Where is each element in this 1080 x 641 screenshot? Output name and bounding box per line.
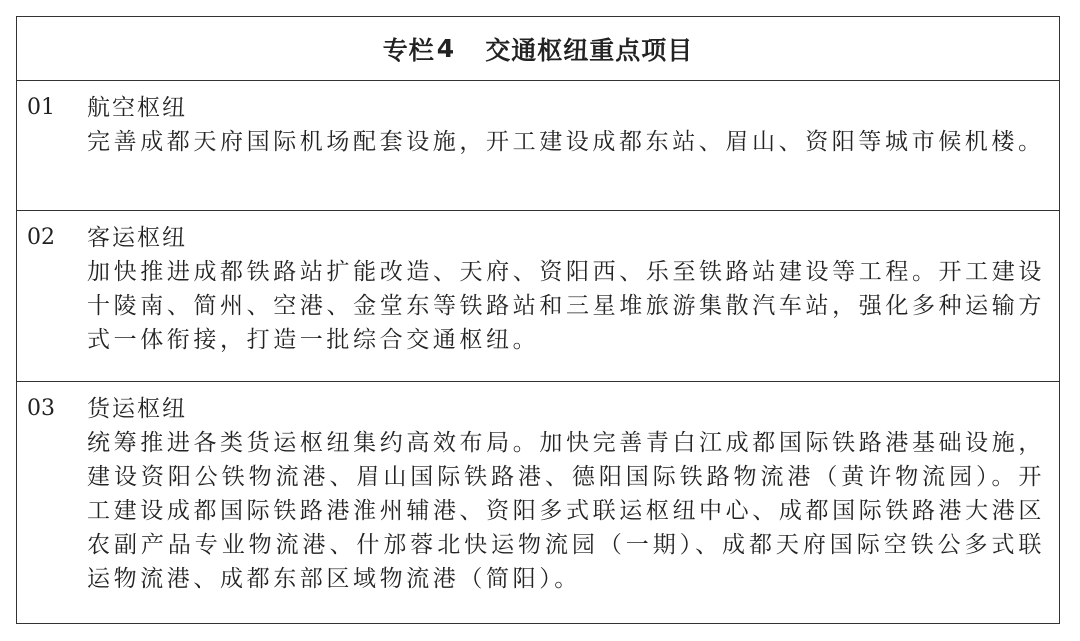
section-title: 货运枢纽 bbox=[87, 396, 187, 422]
section-number: 02 bbox=[27, 225, 55, 250]
section-body: 加快推进成都铁路站扩能改造、天府、资阳西、乐至铁路站建设等工程。开工建设十陵南、简州、空港、金堂东等铁路站和三星堆旅游集散汽车站，强化多种运输方式一体衔接，打造一批综合交通枢纽。 bbox=[87, 259, 1045, 353]
section-title: 客运枢纽 bbox=[87, 225, 187, 251]
column-title: 交通枢纽重点项目 bbox=[485, 35, 694, 65]
section-aviation-hub bbox=[17, 81, 1059, 211]
section-body: 统筹推进各类货运枢纽集约高效布局。加快完善青白江成都国际铁路港基础设施，建设资阳公铁物流港、眉山国际铁路港、德阳国际铁路物流港（黄许物流园）。开工建设成都国际铁路港淮州辅港、资阳多式联运枢纽中心、成都国际铁路港大港区农副产品专业物流港、什邡蓉北快运物流园（一期）、成都天府国际空铁公多式联运物流港、成都东部区域物流港（简阳）。 bbox=[87, 430, 1045, 592]
column-label: 专栏 bbox=[382, 35, 435, 65]
section-number: 01 bbox=[27, 95, 55, 120]
section-body: 完善成都天府国际机场配套设施，开工建设成都东站、眉山、资阳等城市候机楼。 bbox=[87, 129, 1045, 155]
section-number: 03 bbox=[27, 396, 55, 421]
section-title: 航空枢纽 bbox=[87, 95, 187, 121]
column-box bbox=[16, 16, 1060, 624]
column-number: 4 bbox=[436, 34, 456, 63]
column-header bbox=[17, 17, 1059, 81]
section-passenger-hub bbox=[17, 211, 1059, 382]
section-freight-hub bbox=[17, 382, 1059, 625]
